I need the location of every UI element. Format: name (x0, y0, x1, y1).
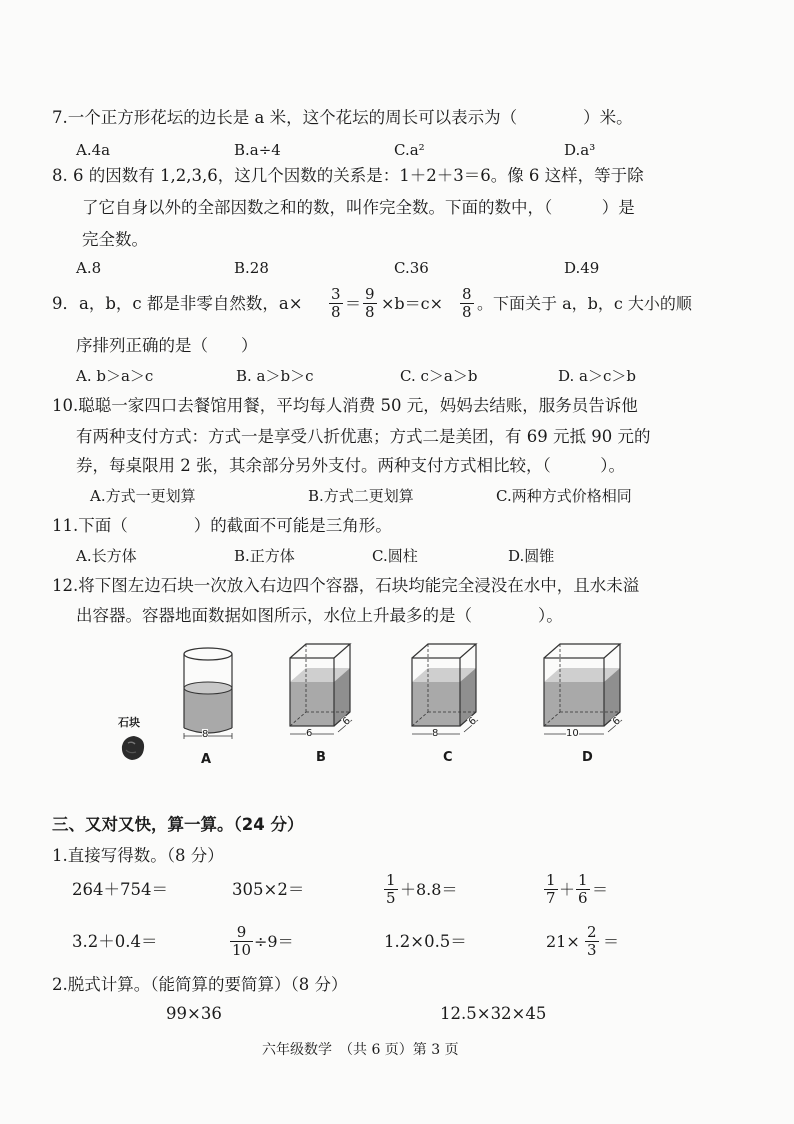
stone-label: 石块 (118, 716, 140, 729)
q9-option-c: C. c＞a＞b (400, 367, 478, 385)
q11-option-b: B.正方体 (234, 547, 295, 565)
page-footer: 六年级数学 （共 6 页）第 3 页 (262, 1042, 459, 1058)
q10-line2: 有两种支付方式：方式一是享受八折优惠；方式二是美团，有 69 元抵 90 元的 (76, 427, 651, 446)
section3-title: 三、又对又快，算一算。（24 分） (52, 815, 304, 834)
q10-line3: 券，每桌限用 2 张，其余部分另外支付。两种支付方式相比较，（ ）。 (76, 456, 625, 475)
q10-option-b: B.方式二更划算 (308, 487, 414, 505)
q8-line3: 完全数。 (82, 230, 148, 249)
container-a-cylinder (172, 644, 244, 742)
q9-fraction-3-denominator: 8 (462, 303, 472, 321)
q9-fraction-2-denominator: 8 (365, 303, 375, 321)
q9-fraction-2-numerator: 9 (365, 285, 375, 303)
calc-r1c1: 264＋754＝ (72, 880, 168, 899)
q9-line2: 序排列正确的是（ ） (76, 336, 258, 355)
calc-r1c4-numerator-1: 1 (546, 871, 556, 889)
q11-option-c: C.圆柱 (372, 547, 418, 565)
stone-icon (118, 734, 148, 762)
container-a-dim: 8 (202, 729, 209, 740)
calc-r2c4-numerator: 2 (587, 923, 597, 941)
part1-title: 1.直接写得数。（8 分） (52, 846, 224, 865)
q10-line1: 10.聪聪一家四口去餐馆用餐，平均每人消费 50 元，妈妈去结账，服务员告诉他 (52, 396, 638, 415)
q8-option-a: A.8 (76, 259, 102, 277)
q9-fraction-3 (460, 286, 474, 321)
calc-r1c4-op: ＋ (559, 880, 576, 899)
q7-option-d: D.a³ (564, 141, 596, 159)
part2-expression-2: 12.5×32×45 (440, 1004, 547, 1023)
container-b-dim: 6 (306, 728, 313, 739)
q7-option-c: C.a² (394, 141, 425, 159)
calc-r1c3-rest: ＋8.8＝ (400, 880, 458, 899)
q9-option-b: B. a＞b＞c (236, 367, 314, 385)
calc-r2c2-fraction (230, 924, 253, 959)
calc-r1c3-numerator: 1 (386, 871, 396, 889)
q12-line2: 出容器。容器地面数据如图所示，水位上升最多的是（ ）。 (76, 606, 563, 625)
q7-option-b: B.a÷4 (234, 141, 281, 159)
container-d-dim: 10 (566, 728, 579, 739)
q8-line1: 8. 6 的因数有 1,2,3,6，这几个因数的关系是：1＋2＋3＝6。像 6 这样，等于除 (52, 166, 644, 185)
calc-r1c3-fraction (384, 872, 398, 907)
q10-option-c: C.两种方式价格相同 (496, 487, 632, 505)
container-d-label: D (582, 750, 593, 765)
q11-option-a: A.长方体 (76, 547, 137, 565)
q11-option-d: D.圆锥 (508, 547, 555, 565)
container-c-depth: 6 (466, 715, 479, 728)
calc-r1c4-eq: ＝ (592, 880, 609, 899)
container-c-label: C (443, 750, 453, 765)
calc-r1c3-denominator: 5 (386, 889, 396, 907)
q9-fraction-1-numerator: 3 (331, 285, 341, 303)
container-a-label: A (201, 752, 212, 767)
q8-line2: 了它自身以外的全部因数之和的数，叫作完全数。下面的数中，（ ）是 (82, 198, 635, 217)
calc-r1c2: 305×2＝ (232, 880, 305, 899)
q8-option-b: B.28 (234, 259, 269, 277)
calc-r1c4-fraction-2 (576, 872, 590, 907)
calc-r2c1: 3.2＋0.4＝ (72, 932, 158, 951)
container-d-depth: 6 (610, 715, 623, 728)
calc-r2c4-denominator: 3 (587, 941, 597, 959)
calc-r2c4-eq: ＝ (603, 932, 620, 951)
container-c-dim: 8 (432, 728, 439, 739)
q9-fraction-1-denominator: 8 (331, 303, 341, 321)
calc-r2c2-rest: ÷9＝ (254, 932, 294, 951)
q9-fraction-3-numerator: 8 (462, 285, 472, 303)
q7-text: 7.一个正方形花坛的边长是 a 米，这个花坛的周长可以表示为（ ）米。 (52, 108, 633, 127)
calc-r2c4-fraction (585, 924, 599, 959)
calc-r2c2-numerator: 9 (230, 924, 253, 942)
q8-option-d: D.49 (564, 259, 600, 277)
container-b-box (286, 642, 356, 742)
q9-fraction-2 (363, 286, 377, 321)
q9-text-post: 。下面关于 a，b，c 大小的顺 (477, 294, 692, 313)
q9-text-pre: 9．a，b，c 都是非零自然数，a× (52, 294, 303, 313)
q9-text-mid: ×b＝c× (381, 294, 444, 313)
calc-r1c4-denominator-1: 7 (546, 889, 556, 907)
calc-r2c4-pre: 21× (546, 932, 580, 951)
q10-option-a: A.方式一更划算 (90, 487, 196, 505)
calc-r2c2-denominator: 10 (232, 941, 252, 959)
calc-r1c4-numerator-2: 1 (578, 871, 588, 889)
container-b-depth: 6 (340, 715, 353, 728)
q9-equals: ＝ (345, 294, 362, 313)
q9-option-d: D. a＞c＞b (558, 367, 636, 385)
calc-r1c4-denominator-2: 6 (578, 889, 588, 907)
q7-option-a: A.4a (76, 141, 111, 159)
calc-r1c4-fraction-1 (544, 872, 558, 907)
calc-r2c3: 1.2×0.5＝ (384, 932, 467, 951)
q11-text: 11.下面（ ）的截面不可能是三角形。 (52, 516, 392, 535)
q9-fraction-1 (329, 286, 343, 321)
part2-expression-1: 99×36 (166, 1004, 222, 1023)
q12-line1: 12.将下图左边石块一次放入右边四个容器，石块均能完全浸没在水中，且水未溢 (52, 576, 640, 595)
part2-title: 2.脱式计算。（能简算的要简算）（8 分） (52, 975, 348, 994)
container-b-label: B (316, 750, 326, 765)
q8-option-c: C.36 (394, 259, 429, 277)
q9-option-a: A. b＞a＞c (76, 367, 154, 385)
